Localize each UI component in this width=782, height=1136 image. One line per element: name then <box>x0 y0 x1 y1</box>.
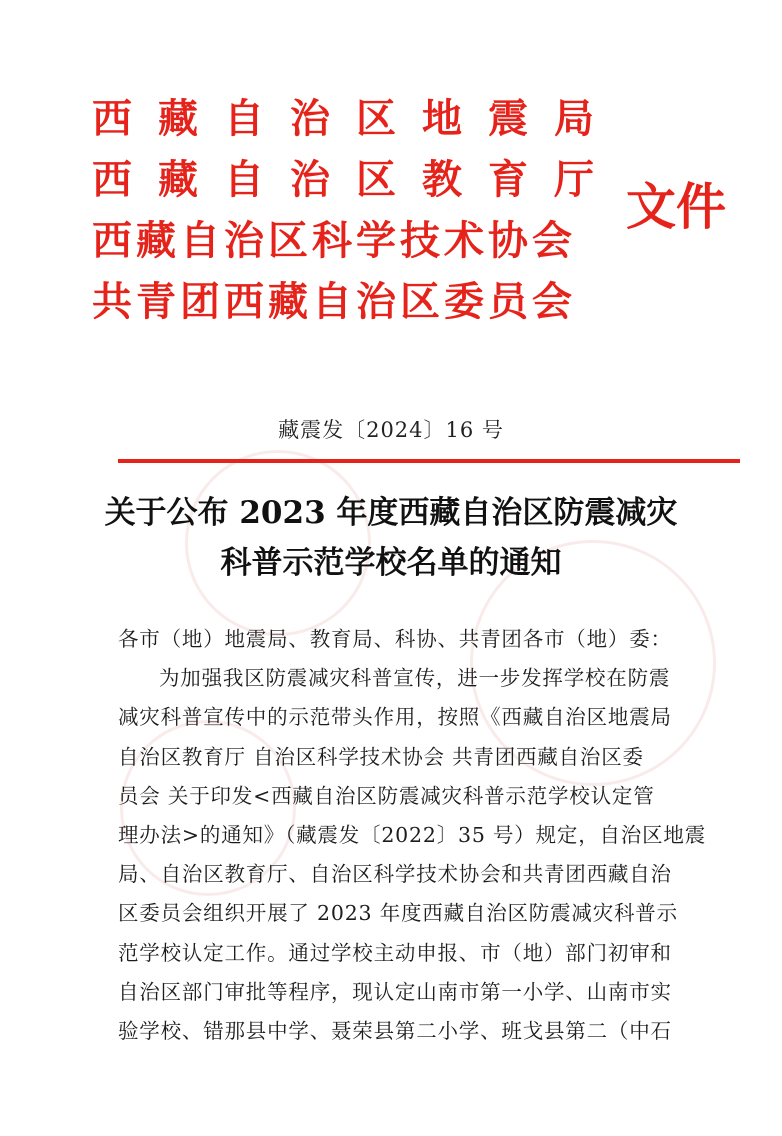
document-number: 藏震发〔2024〕16 号 <box>278 418 504 442</box>
issuer-science-association: 西藏自治区科学技术协会 <box>92 216 576 264</box>
issuer-earthquake-bureau: 西藏自治区地震局 <box>92 94 620 142</box>
paragraph-line: 验学校、错那县中学、聂荣县第二小学、班戈县第二（中石 <box>118 1018 672 1043</box>
red-divider-line <box>118 459 740 463</box>
title-line-2: 科普示范学校名单的通知 <box>220 545 562 581</box>
salutation: 各市（地）地震局、教育局、科协、共青团各市（地）委： <box>118 627 672 651</box>
paragraph-line: 局、自治区教育厅、自治区科学技术协会和共青团西藏自治 <box>118 862 672 887</box>
paragraph-line: 理办法>的通知》（藏震发〔2022〕35 号）规定，自治区地震 <box>118 822 706 847</box>
document-type-label: 文件 <box>626 177 726 236</box>
paragraph-line: 减灾科普宣传中的示范带头作用，按照《西藏自治区地震局 <box>118 705 672 730</box>
title-line-1: 关于公布 2023 年度西藏自治区防震减灾 <box>104 495 678 531</box>
document-title <box>60 488 722 588</box>
paragraph-line: 自治区教育厅 自治区科学技术协会 共青团西藏自治区委 <box>118 744 644 769</box>
paragraph-line: 自治区部门审批等程序，现认定山南市第一小学、山南市实 <box>118 979 672 1004</box>
issuing-agencies <box>92 88 628 332</box>
paragraph-line: 范学校认定工作。通过学校主动申报、市（地）部门初审和 <box>118 940 672 965</box>
issuer-education-department: 西藏自治区教育厅 <box>92 155 620 203</box>
paragraph-line: 员会 关于印发<西藏自治区防震减灾科普示范学校认定管 <box>118 783 655 808</box>
document-body <box>118 620 716 1051</box>
paragraph-line: 区委员会组织开展了 2023 年度西藏自治区防震减灾科普示 <box>118 901 678 926</box>
paragraph-line: 为加强我区防震减灾科普宣传，进一步发挥学校在防震 <box>159 666 671 691</box>
issuer-youth-league: 共青团西藏自治区委员会 <box>92 277 576 325</box>
